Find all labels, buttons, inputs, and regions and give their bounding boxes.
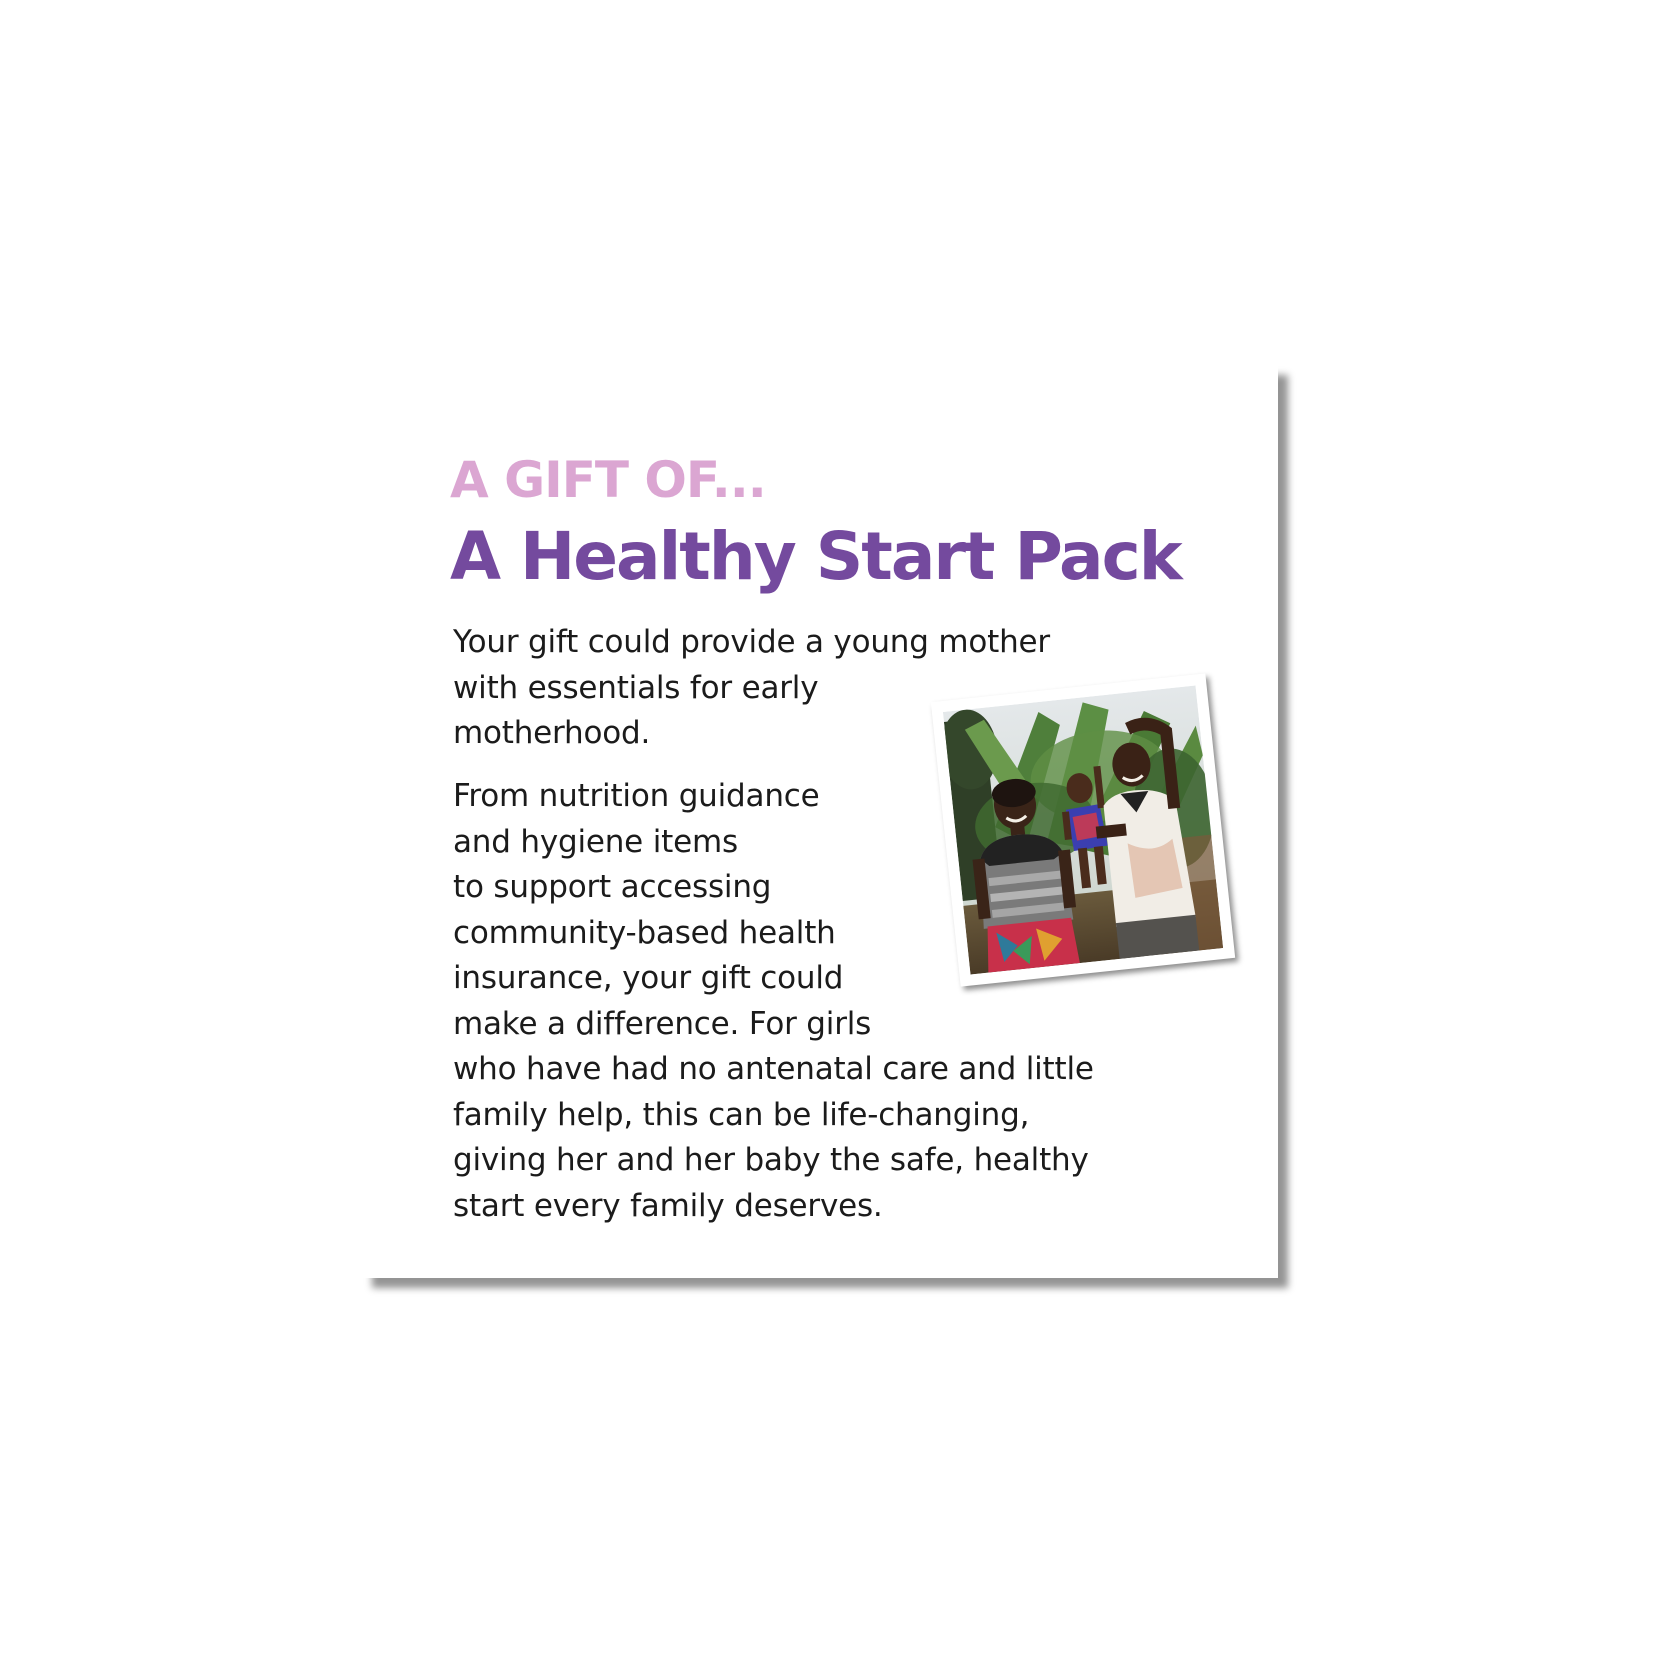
family-photo bbox=[931, 673, 1235, 986]
intro-line: with essentials for early bbox=[453, 669, 819, 706]
gift-card bbox=[362, 365, 1278, 1278]
detail-line: to support accessing bbox=[453, 869, 772, 905]
family-photo-icon bbox=[943, 685, 1223, 974]
detail-line: From nutrition guidance bbox=[453, 778, 820, 814]
detail-line: community-based health bbox=[453, 914, 836, 951]
detail-line: family help, this can be life-changing, bbox=[453, 1096, 1030, 1133]
intro-line: motherhood. bbox=[453, 715, 651, 751]
intro-line: Your gift could provide a young mother bbox=[453, 624, 1050, 660]
gift-title: A Healthy Start Pack bbox=[450, 518, 1181, 595]
gift-kicker: A GIFT OF... bbox=[450, 451, 766, 509]
detail-line: make a difference. For girls bbox=[453, 1005, 872, 1042]
detail-line: and hygiene items bbox=[453, 823, 738, 860]
detail-line: start every family deserves. bbox=[453, 1187, 883, 1224]
detail-line: who have had no antenatal care and little bbox=[453, 1051, 1094, 1087]
detail-line: giving her and her baby the safe, healthy bbox=[453, 1142, 1089, 1178]
detail-line: insurance, your gift could bbox=[453, 960, 844, 996]
